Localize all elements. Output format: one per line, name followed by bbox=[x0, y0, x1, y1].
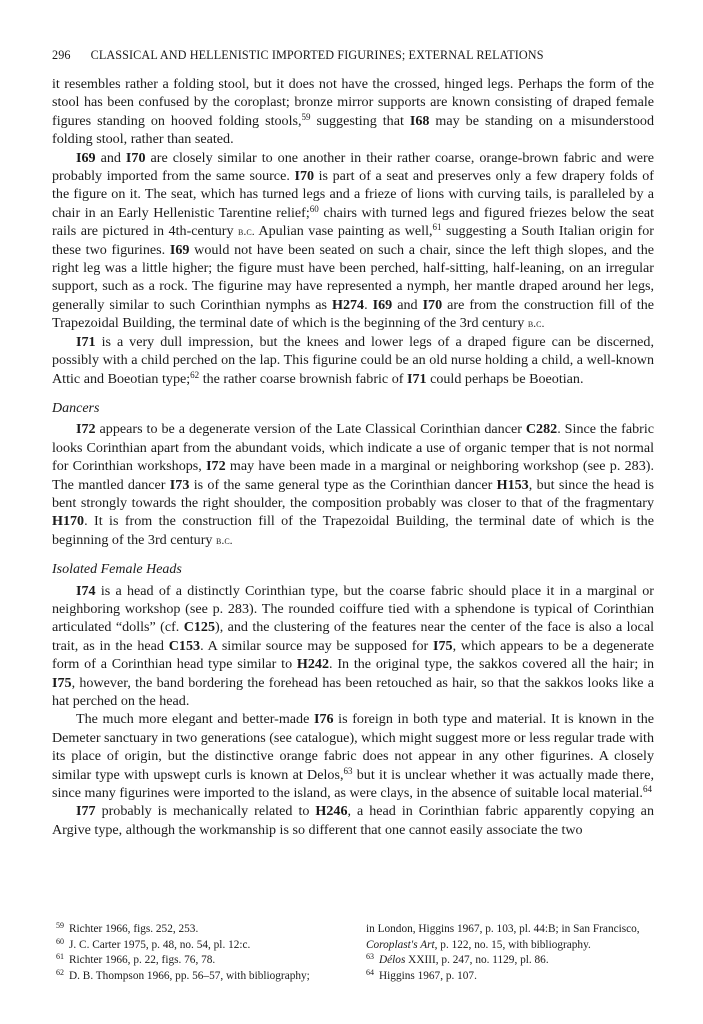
running-header bbox=[52, 48, 654, 63]
footnotes bbox=[56, 922, 652, 984]
paragraph-3: I71 is a very dull impression, but the knees and lower legs of a draped figure can be discerned, possibly with a child perched on the lap. This figurine could be an old nurse holding a child, a well-known Attic and Boeotian type;$^{62}$ the rather coarse brownish fabric of I71 could perhaps be Boeotian. bbox=[52, 333, 654, 387]
paragraph-4: I72 appears to be a degenerate version of the Late Classical Corinthian dancer C282. Since the fabric looks Corinthian apart from the abundant voids, which indicate a use of organic temper that is not normal for Corinthian workshops, I72 may have been made in a marginal or neighboring workshop (see p. 283). The mantled dancer I73 is of the same general type as the Corinthian dancer H153, but since the head is bent strongly towards the right shoulder, the composition probably was closer to that of the fragmentary H170. It is from the construction fill of the Trapezoidal Building, the terminal date of which is the beginning of the 3rd century b.c. bbox=[52, 421, 654, 548]
footnote-ref-61[interactable]: 61 bbox=[432, 222, 442, 233]
paragraph-2: I69 and I70 are closely similar to one another in their rather coarse, orange-brown fabric and were probably imported from the same source. I70 is part of a seat and preserves only a few drapery folds of the figure on it. The seat, which has turned legs and a frieze of lions with curving tails, is paralleled by a chair in an Early Hellenistic Tarentine relief;$^{60}$ chairs with turned legs and figured friezes below the seat rails are pictured in 4th-century b.c. Apulian vase painting as well,$^{61}$ suggesting a South Italian origin for these two figurines. I69 would not have been seated on such a chair, since the left thigh slopes, and the right leg was a little higher; the figure must have been perched, half-sitting, half-leaning, on an irregular support, such as a rock. The figurine may have represented a nymph, her mantle draped around her legs, generally similar to such Corinthian nymphs as H274. I69 and I70 are from the construction fill of the Trapezoidal Building, the terminal date of which is the beginning of the 3rd century b.c. bbox=[52, 149, 655, 332]
subheading-dancers: Dancers bbox=[52, 400, 100, 416]
footnote-62: $^{62}$ D. B. Thompson 1966, pp. 56–57, with bibliography; bbox=[56, 967, 310, 982]
footnote-60: $^{60}$ J. C. Carter 1975, p. 48, no. 54, pl. 12:c. bbox=[56, 936, 251, 951]
paragraph-1: it resembles rather a folding stool, but it does not have the crossed, hinged legs. Perhaps the form of the stool has been confused by the coroplast; bronze mirror supports are known consisting of draped female figures standing on hooved folding stools,$^{59}$ suggesting that I68 may be standing on a misunderstood folding stool, rather than seated. bbox=[52, 76, 654, 148]
footnote-ref-64[interactable]: 64 bbox=[642, 784, 652, 795]
footnote-64: $^{64}$ Higgins 1967, p. 107. bbox=[366, 967, 477, 982]
footnotes-left-column bbox=[56, 922, 346, 984]
footnote-63: $^{63}$ Délos XXIII, p. 247, no. 1129, pl. 86. bbox=[366, 952, 549, 967]
footnote-ref-60[interactable]: 60 bbox=[309, 203, 319, 214]
paragraph-5: I74 is a head of a distinctly Corinthian type, but the coarse fabric should place it in a marginal or neighboring workshop (see p. 283). The rounded coiffure tied with a sphendone is typical of Corinthian articulated “dolls” (cf. C125), and the clustering of the features near the center of the face is also a local trait, as in the head C153. A similar source may be supposed for I75, which appears to be a degenerate form of a Corinthian head type similar to H242. In the original type, the sakkos covered all the hair; in I75, however, the band bordering the forehead has been retouched as hair, so that the sakkos looks like a hat perched on the head. bbox=[52, 582, 654, 709]
body-text bbox=[52, 75, 654, 839]
footnote-61: $^{61}$ Richter 1966, p. 22, figs. 76, 78. bbox=[56, 952, 216, 967]
paragraph-7: I77 probably is mechanically related to H246, a head in Corinthian fabric apparently copying an Argive type, although the workmanship is so different that one cannot easily associate the two bbox=[52, 803, 654, 838]
footnote-59: $^{59}$ Richter 1966, figs. 252, 253. bbox=[56, 921, 199, 935]
paragraph-6: The much more elegant and better-made I76 is foreign in both type and material. It is known in the Demeter sanctuary in two generations (see catalogue), which might suggest more or less regular trade with its place of origin, but the distinctive orange fabric does not appear in any other figurines. A closely similar type with upswept curls is known at Delos,$^{63}$ but it is unclear whether it was actually made there, since many figurines were imported to the island, as were clays, in the absence of suitable local material.$^{64}$ bbox=[52, 711, 654, 802]
footnotes-right-column bbox=[366, 922, 652, 984]
subheading-isolated-female-heads: Isolated Female Heads bbox=[52, 562, 182, 578]
footnote-ref-63[interactable]: 63 bbox=[343, 765, 353, 776]
page-number: 296 bbox=[52, 48, 71, 62]
footnote-ref-59[interactable]: 59 bbox=[301, 111, 311, 122]
running-title: CLASSICAL AND HELLENISTIC IMPORTED FIGURINES; EXTERNAL RELATIONS bbox=[90, 48, 544, 62]
footnote-ref-62[interactable]: 62 bbox=[190, 369, 200, 380]
page bbox=[52, 48, 654, 839]
footnote-62-continued: in London, Higgins 1967, p. 103, pl. 44:B; in San Francisco, Coroplast's Art, p. 122, no. 15, with bibliography. bbox=[366, 923, 640, 951]
